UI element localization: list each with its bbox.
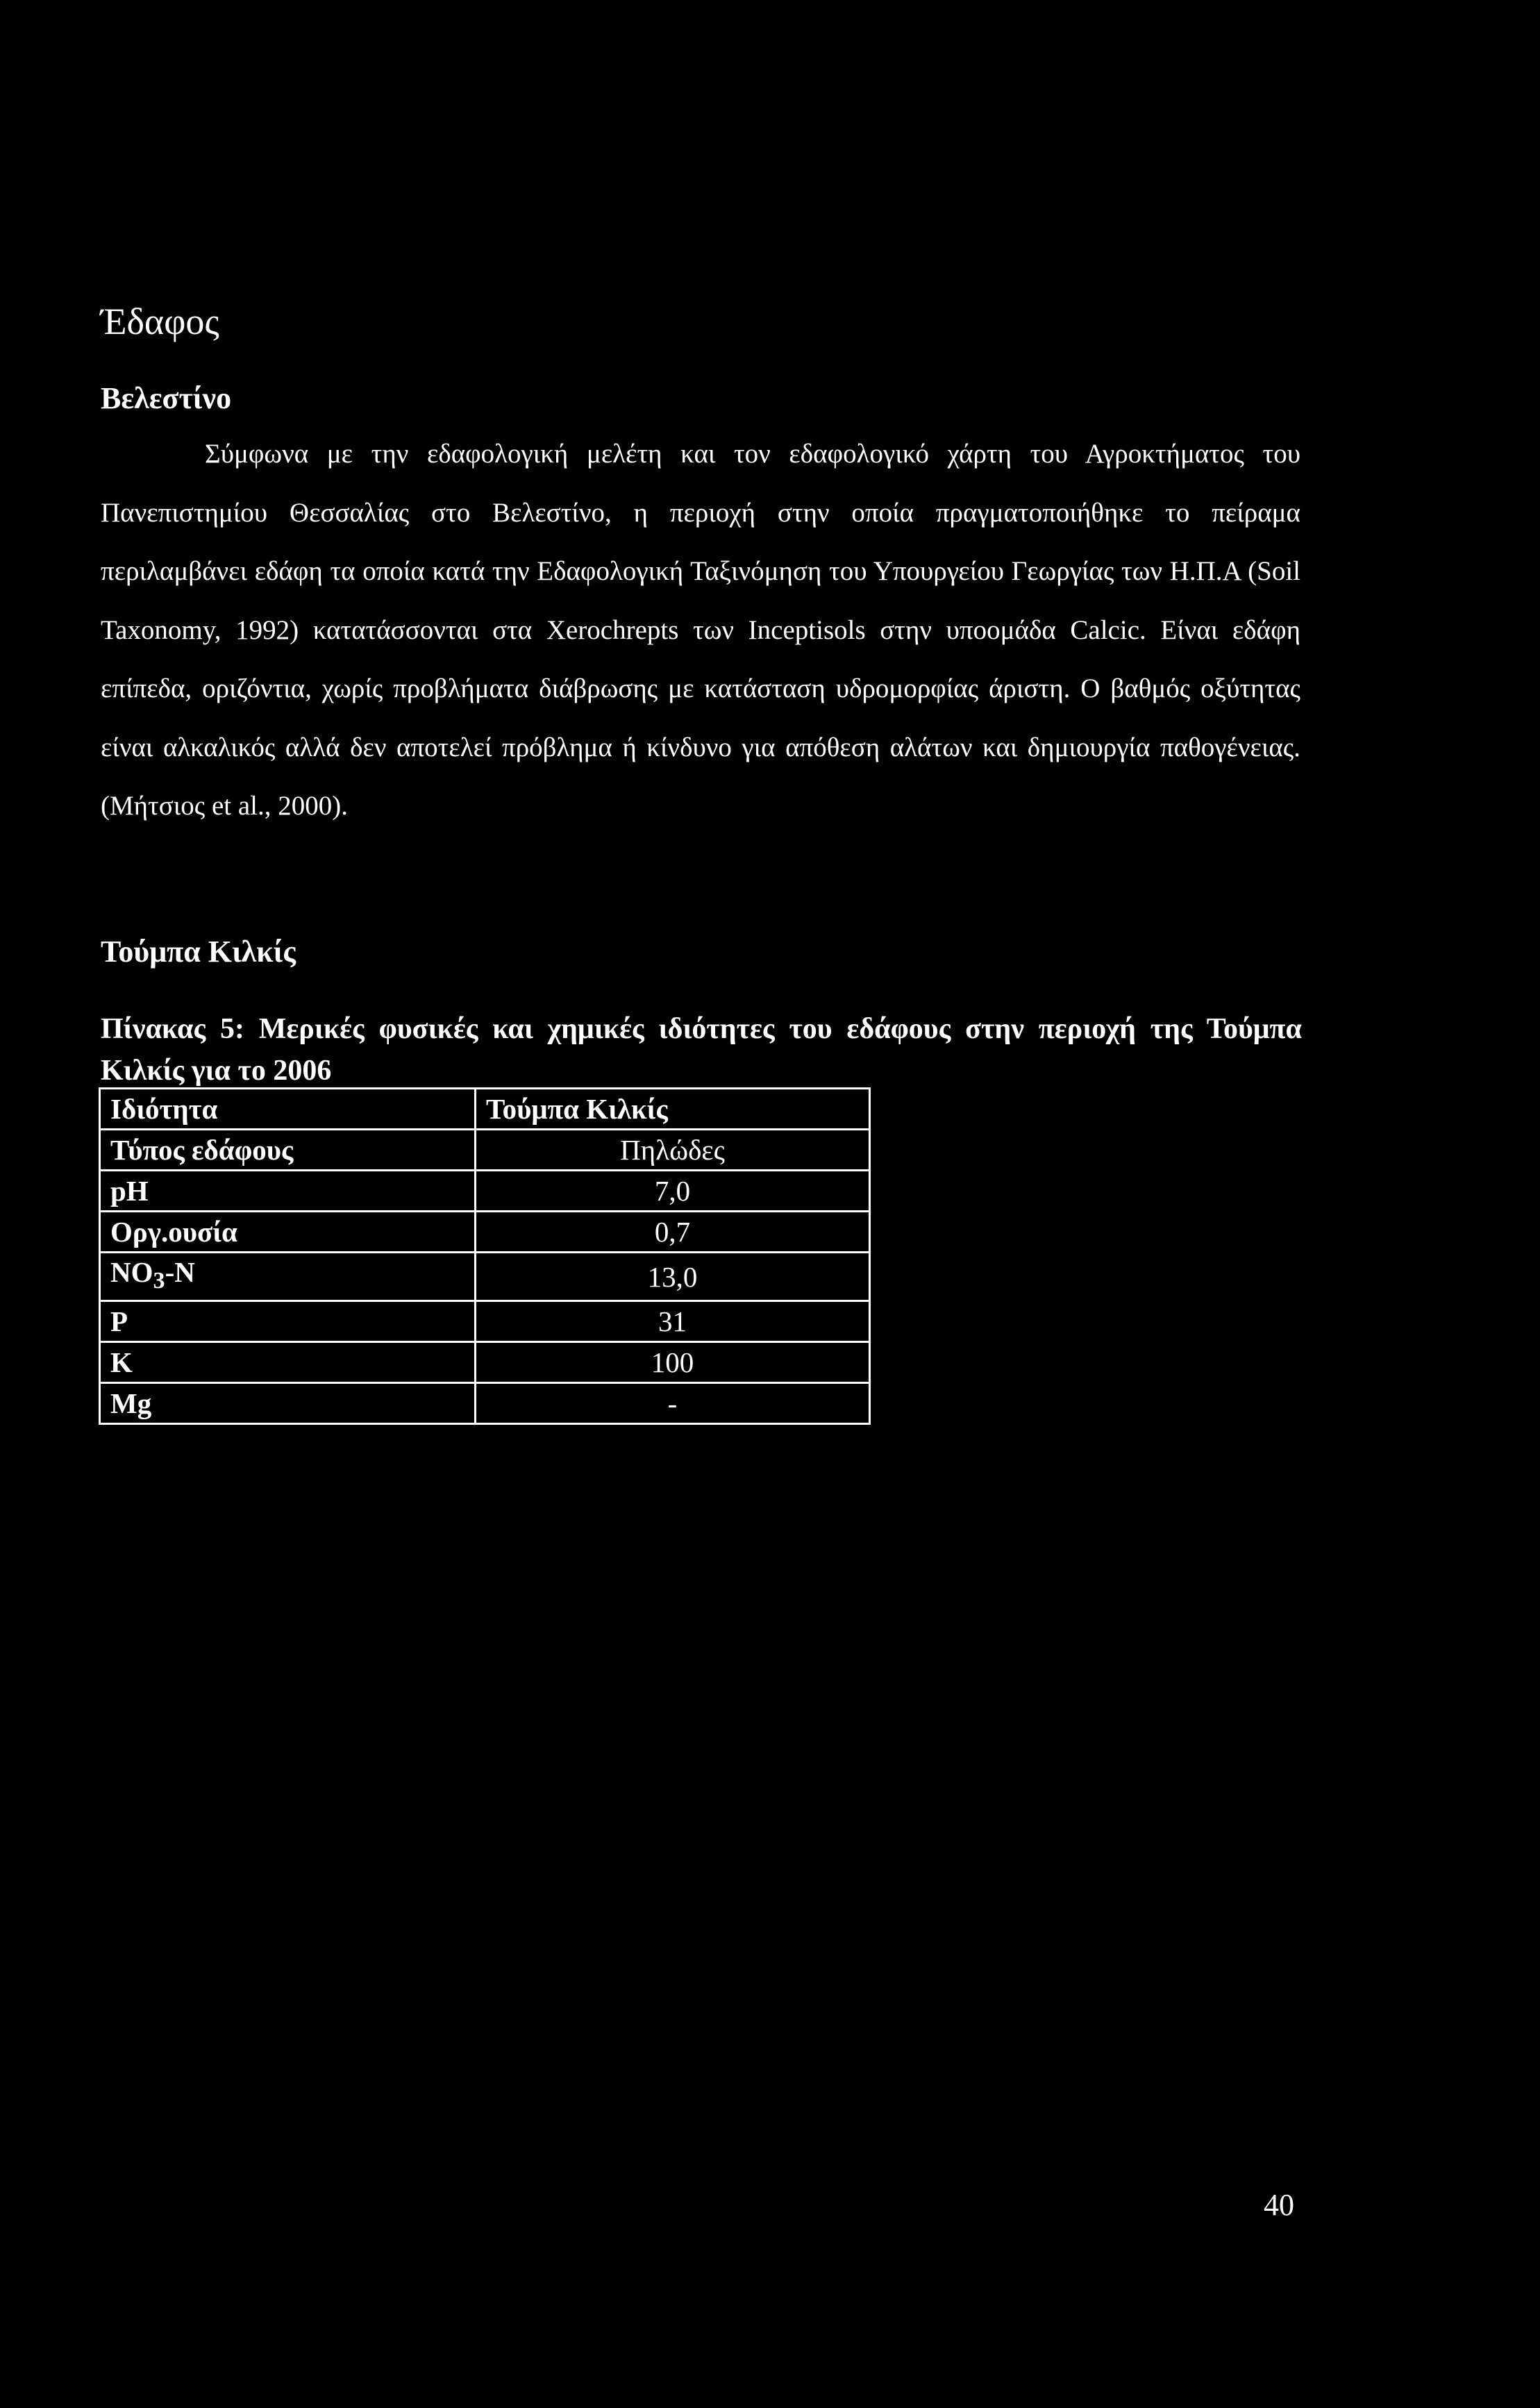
table-row [100,1253,870,1301]
row-value: Πηλώδες [476,1130,870,1171]
row-property-base: NO [110,1256,153,1288]
row-value: 31 [476,1301,870,1342]
row-property [100,1253,476,1301]
velestino-paragraph: Σύμφωνα με την εδαφολογική μελέτη και τον εδαφολογικό χάρτη του Αγροκτήματος του Πανεπιστημίου Θεσσαλίας στο Βελεστίνο, η περιοχή στην οποία πραγματοποιήθηκε το πείραμα περιλαμβάνει εδάφη τα οποία κατά την Εδαφολογική Ταξινόμηση του Υπουργείου Γεωργίας των Η.Π.Α (Soil Taxonomy, 1992) κατατάσσονται στα Xerochrepts των Inceptisols στην υποομάδα Calcic. Είναι εδάφη επίπεδα, οριζόντια, χωρίς προβλήματα διάβρωσης με κατάσταση υδρομορφίας άριστη. Ο βαθμός οξύτητας είναι αλκαλικός αλλά δεν αποτελεί πρόβλημα ή κίνδυνο για απόθεση αλάτων και δημιουργία παθογένειας. (Μήτσιος et al., 2000). [101,439,1300,821]
page-number: 40 [1264,2188,1294,2222]
table-header-row [100,1089,870,1130]
row-value: 0,7 [476,1212,870,1253]
table-row [100,1212,870,1253]
table-row [100,1383,870,1424]
row-property-subscript: 3 [153,1268,165,1294]
row-property: Mg [100,1383,476,1424]
row-property: K [100,1342,476,1383]
row-property: P [100,1301,476,1342]
header-property: Ιδιότητα [100,1089,476,1130]
row-value: 100 [476,1342,870,1383]
header-location: Τούμπα Κιλκίς [476,1089,870,1130]
subsection-title-velestino: Βελεστίνο [101,381,232,415]
row-value: - [476,1383,870,1424]
table-row [100,1171,870,1212]
table-row [100,1130,870,1171]
row-property: pH [100,1171,476,1212]
subsection-title-toumpa-kilkis: Τούμπα Κιλκίς [101,935,296,969]
row-property-suffix: -N [165,1256,195,1288]
table-row [100,1342,870,1383]
table-caption: Πίνακας 5: Μερικές φυσικές και χημικές ιδιότητες του εδάφους στην περιοχή της Τούμπα Κιλκίς για το 2006 [101,1013,1302,1087]
soil-properties-table [99,1087,871,1425]
section-heading: Έδαφος [101,301,219,342]
row-value: 7,0 [476,1171,870,1212]
row-value: 13,0 [476,1253,870,1301]
row-property: Οργ.ουσία [100,1212,476,1253]
row-property: Τύπος εδάφους [100,1130,476,1171]
table-row [100,1301,870,1342]
